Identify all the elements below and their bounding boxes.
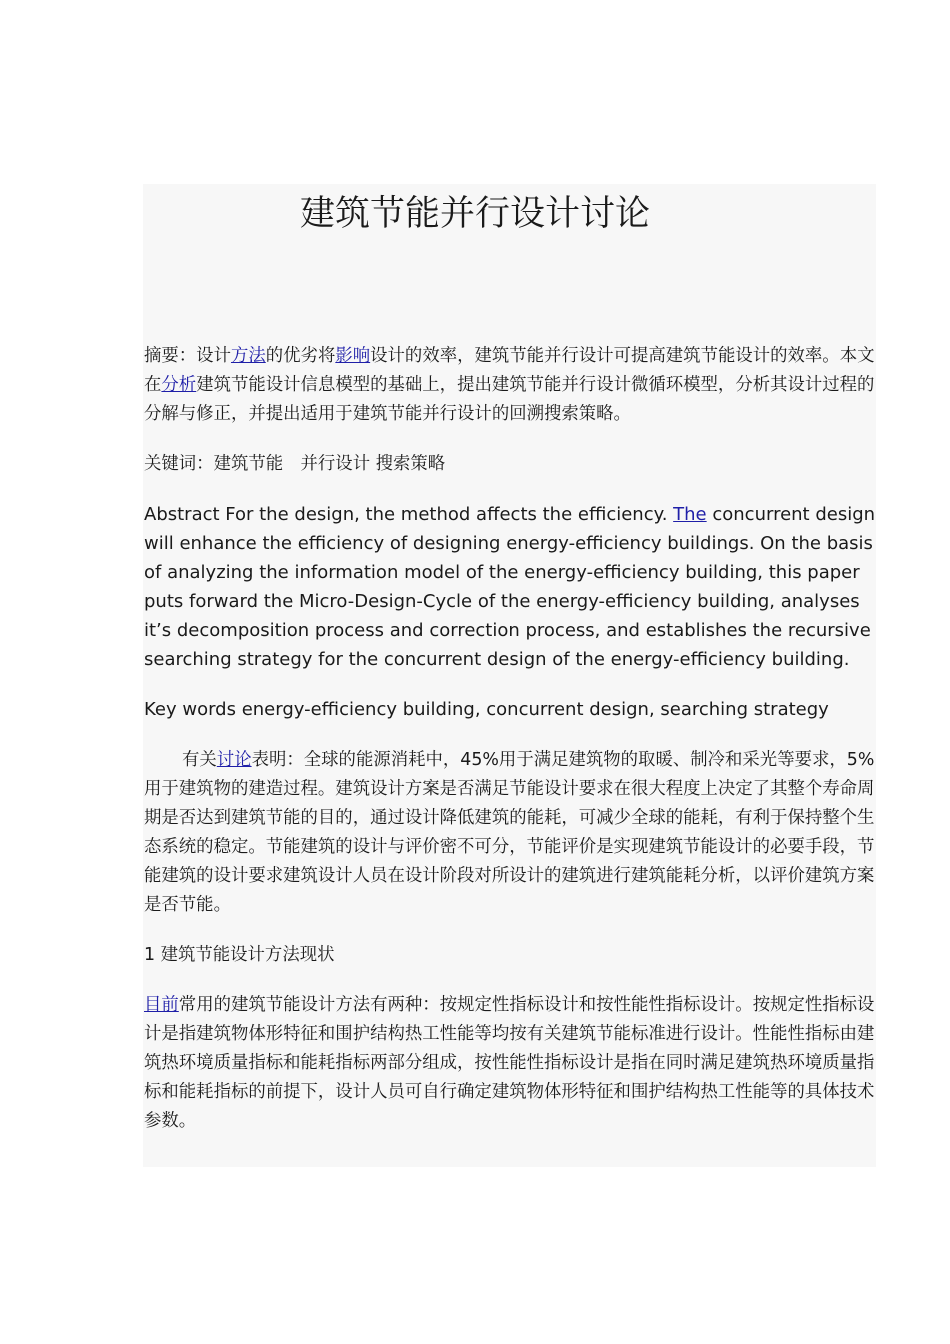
link-influence[interactable]: 影响 bbox=[335, 346, 371, 366]
intro-paragraph bbox=[144, 746, 884, 920]
keywords-chinese: 关键词：建筑节能 并行设计 搜索策略 bbox=[144, 454, 446, 474]
intro-text-part: 有关 bbox=[182, 750, 217, 770]
abstract-en-text-part: Abstract For the design, the method affects the efficiency. bbox=[144, 504, 674, 525]
abstract-text-part: 设计的效率，建筑节能并行设计可提高建筑节能设计的效率。本文在 bbox=[144, 346, 875, 395]
document-body bbox=[144, 342, 884, 1136]
link-analysis[interactable]: 分析 bbox=[161, 375, 197, 395]
section-1-paragraph bbox=[144, 991, 884, 1136]
abstract-text-part: 建筑节能设计信息模型的基础上，提出建筑节能并行设计微循环模型，分析其设计过程的分解与修正，并提出适用于建筑节能并行设计的回溯搜索策略。 bbox=[144, 375, 875, 424]
link-research[interactable]: 讨论 bbox=[216, 750, 252, 770]
abstract-text-part: 的优劣将 bbox=[265, 346, 336, 366]
section-heading-1: 1 建筑节能设计方法现状 bbox=[144, 945, 335, 965]
abstract-chinese bbox=[144, 342, 884, 429]
link-currently[interactable]: 目前 bbox=[144, 995, 179, 1015]
abstract-en-text-part: concurrent design will enhance the efficiency of designing energy-efficiency buildings. On the basis of analyzing the information model of the energy-efficiency building, this paper puts forward the Micro-Design-Cycle of the energy-efficiency building, analyses it’s decomposition process and correction process, and establishes the recursive searching strategy for the concurrent design of the energy-efficiency building. bbox=[144, 504, 876, 670]
abstract-label: 摘要：设计 bbox=[144, 346, 231, 366]
link-the[interactable]: The bbox=[673, 504, 707, 525]
document-title: 建筑节能并行设计讨论 bbox=[299, 194, 650, 234]
keywords-english: Key words energy-efficiency building, concurrent design, searching strategy bbox=[144, 699, 829, 720]
section-1-text-part: 常用的建筑节能设计方法有两种：按规定性指标设计和按性能性指标设计。按规定性指标设计是指建筑物体形特征和围护结构热工性能等均按有关建筑节能标准进行设计。性能性指标由建筑热环境质量指标和能耗指标两部分组成，按性能性指标设计是指在同时满足建筑热环境质量指标和能耗指标的前提下，设计人员可自行确定建筑物体形特征和围护结构热工性能等的具体技术参数。 bbox=[144, 995, 875, 1131]
intro-text-part: 表明：全球的能源消耗中，45%用于满足建筑物的取暖、制冷和采光等要求，5%用于建筑物的建造过程。建筑设计方案是否满足节能设计要求在很大程度上决定了其整个寿命周期是否达到建筑节能的目的，通过设计降低建筑的能耗，可减少全球的能耗，有利于保持整个生态系统的稳定。节能建筑的设计与评价密不可分，节能评价是实现建筑节能设计的必要手段，节能建筑的设计要求建筑设计人员在设计阶段对所设计的建筑进行建筑能耗分析，以评价建筑方案是否节能。 bbox=[144, 750, 875, 915]
abstract-english bbox=[144, 500, 884, 674]
link-method[interactable]: 方法 bbox=[230, 346, 266, 366]
